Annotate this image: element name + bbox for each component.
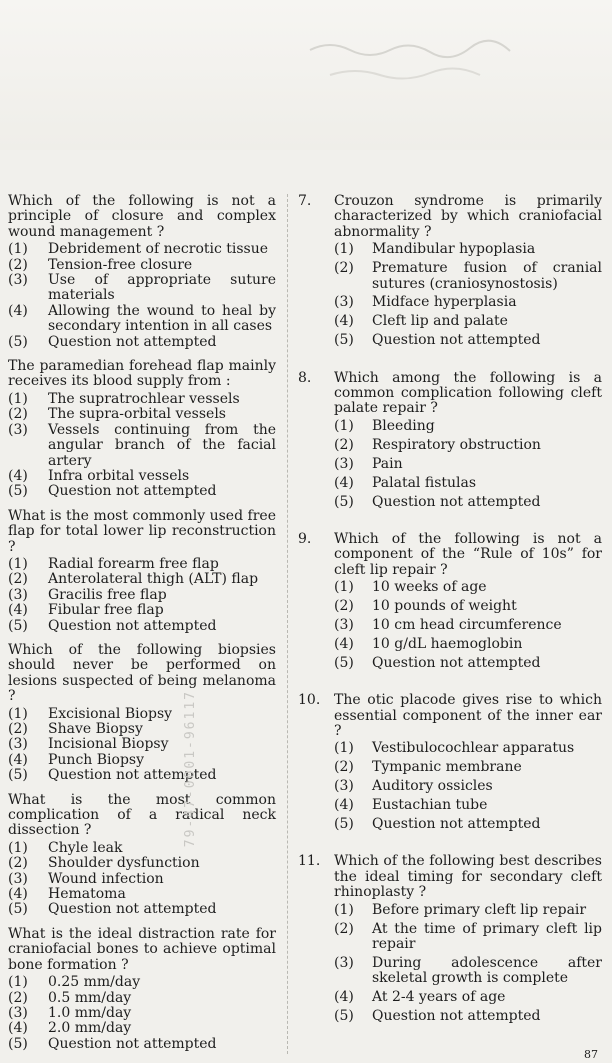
answer-option [334,903,602,918]
answer-option [8,841,276,856]
option-number: (1) [8,555,28,572]
answer-option [8,335,276,350]
question-text: Crouzon syndrome is primarily characterized by which craniofacial abnormality ? [334,193,602,240]
question [298,371,602,510]
option-text: Pain [372,455,403,472]
answer-option [334,242,602,257]
question-stem [8,194,276,240]
option-number: (4) [8,1020,28,1037]
option-number: (1) [334,901,354,918]
answer-option [8,722,276,737]
question [298,693,602,832]
option-number: (5) [334,1008,354,1025]
option-text: Eustachian tube [372,797,488,814]
option-list [298,580,602,671]
option-text: 10 pounds of weight [372,598,517,615]
question-stem [298,854,602,900]
option-number: (3) [8,736,28,753]
option-text: Infra orbital vessels [48,467,190,484]
question-text: Which among the following is a common complication following cleft palate repair ? [334,369,602,417]
option-text: Tympanic membrane [372,759,522,776]
option-text: 0.5 mm/day [48,989,132,1006]
option-number: (2) [8,256,28,273]
option-number: (5) [8,901,28,918]
answer-option [8,619,276,634]
option-number: (5) [8,333,28,350]
option-number: (2) [334,436,354,453]
answer-option [8,588,276,603]
question-stem [8,509,276,555]
option-number: (2) [8,855,28,872]
option-text: Anterolateral thigh (ALT) flap [48,571,259,588]
question [298,532,602,671]
option-text: 10 g/dL haemoglobin [372,635,523,652]
option-number: (1) [8,390,28,407]
answer-option [8,273,276,304]
question-text: Which of the following is not a component of the “Rule of 10s” for cleft lip repair ? [334,530,602,578]
option-text: At the time of primary cleft lip repair [372,920,602,952]
answer-option [8,304,276,335]
question-stem [8,643,276,705]
option-number: (3) [8,272,28,289]
option-list [298,242,602,348]
answer-option [8,407,276,422]
question-text: The paramedian forehead flap mainly receives its blood supply from : [8,358,276,390]
question [8,793,276,918]
question-stem [8,793,276,839]
option-text: Question not attempted [48,333,217,350]
option-text: Incisional Biopsy [48,736,169,753]
question [8,927,276,1052]
option-number: (5) [8,617,28,634]
answer-option [8,991,276,1006]
option-text: Question not attempted [48,767,217,784]
option-list [298,419,602,510]
option-list [8,975,276,1052]
option-text: Vessels continuing from the angular branch of the facial artery [48,421,276,469]
option-text: Question not attempted [48,617,217,634]
question [8,194,276,350]
answer-option [8,1037,276,1052]
answer-option [334,580,602,595]
option-number: (2) [334,920,354,937]
answer-option [8,603,276,618]
answer-option [334,760,602,775]
answer-option [334,618,602,633]
option-text: Before primary cleft lip repair [372,901,587,918]
answer-option [8,902,276,917]
question-stem [8,359,276,390]
option-number: (3) [334,778,354,795]
option-number: (3) [8,870,28,887]
option-text: Chyle leak [48,839,123,856]
question-text: What is the most common complication of a radical neck dissection ? [8,791,276,839]
answer-option [334,956,602,987]
answer-option [334,438,602,453]
answer-option [334,314,602,329]
question-stem [298,693,602,739]
question-number: 11. [298,853,321,870]
option-list [298,741,602,832]
answer-option [334,419,602,434]
question-number: 10. [298,692,321,709]
option-text: Question not attempted [48,1035,217,1052]
answer-option [8,707,276,722]
answer-option [8,242,276,257]
option-text: Auditory ossicles [372,778,493,795]
answer-option [334,779,602,794]
answer-option [8,484,276,499]
option-number: (4) [334,635,354,652]
option-text: At 2-4 years of age [372,989,506,1006]
option-text: Question not attempted [372,332,541,349]
option-number: (4) [334,474,354,491]
option-text: Question not attempted [372,654,541,671]
handwritten-scribble [300,30,580,90]
option-text: Punch Biopsy [48,751,145,768]
question-text: Which of the following is not a principle of closure and complex wound management ? [8,193,276,240]
option-text: Midface hyperplasia [372,294,517,311]
option-number: (5) [334,332,354,349]
question [298,194,602,349]
option-number: (4) [334,989,354,1006]
option-text: Cleft lip and palate [372,313,508,330]
answer-option [334,457,602,472]
answer-option [334,741,602,756]
answer-option [334,1009,602,1024]
option-text: 2.0 mm/day [48,1020,132,1037]
question-stem [298,194,602,240]
option-text: Allowing the wound to heal by secondary intention in all cases [48,302,276,335]
option-number: (1) [334,417,354,434]
page-number: 87 [584,1048,598,1061]
answer-option [8,392,276,407]
option-text: 0.25 mm/day [48,974,141,991]
question-text: Which of the following best describes the ideal timing for secondary cleft rhinoplasty ? [334,853,602,901]
answer-option [334,922,602,953]
answer-option [334,295,602,310]
question [8,643,276,784]
option-number: (3) [8,586,28,603]
option-text: Premature fusion of cranial sutures (craniosynostosis) [372,260,602,292]
right-column [298,194,602,1046]
option-list [298,903,602,1025]
answer-option [8,557,276,572]
option-text: Question not attempted [372,1008,541,1025]
answer-option [8,1006,276,1021]
option-number: (1) [8,705,28,722]
option-number: (4) [334,313,354,330]
option-number: (1) [334,740,354,757]
answer-option [8,753,276,768]
option-text: 10 weeks of age [372,579,487,596]
option-list [8,841,276,918]
option-number: (4) [8,602,28,619]
option-number: (5) [8,1035,28,1052]
option-text: Wound infection [48,870,164,887]
option-text: Radial forearm free flap [48,555,219,572]
answer-option [334,333,602,348]
answer-option [8,872,276,887]
option-number: (5) [334,816,354,832]
option-list [8,707,276,784]
option-text: Shave Biopsy [48,721,143,737]
answer-option [8,1021,276,1036]
option-text: Mandibular hypoplasia [372,241,536,258]
option-list [8,242,276,350]
option-number: (4) [8,302,28,319]
answer-option [8,258,276,273]
option-text: Gracilis free flap [48,586,167,603]
question-text: Which of the following biopsies should never be performed on lesions suspected of being melanoma ? [8,641,276,705]
option-number: (2) [8,406,28,423]
option-number: (4) [8,751,28,768]
option-number: (3) [334,616,354,633]
answer-option [8,737,276,752]
option-number: (2) [334,598,354,615]
answer-option [334,599,602,614]
answer-option [8,768,276,783]
option-text: The supratrochlear vessels [48,390,240,407]
option-number: (2) [334,260,354,277]
answer-option [334,817,602,832]
option-number: (1) [334,241,354,258]
option-text: Hematoma [48,886,126,903]
option-text: Shoulder dysfunction [48,855,200,872]
option-text: Question not attempted [372,493,541,510]
answer-option [334,637,602,652]
option-text: Question not attempted [372,816,541,832]
question [8,509,276,634]
question-text: The otic placode gives rise to which essential component of the inner ear ? [334,692,602,739]
option-text: Respiratory obstruction [372,436,541,453]
answer-option [8,572,276,587]
option-list [8,392,276,500]
option-number: (5) [334,493,354,510]
option-number: (4) [334,797,354,814]
question-number: 9. [298,530,312,547]
option-number: (5) [8,767,28,784]
option-number: (1) [8,839,28,856]
option-number: (3) [8,421,28,438]
option-number: (1) [8,241,28,258]
option-number: (3) [8,1004,28,1021]
answer-option [8,856,276,871]
question-text: What is the most commonly used free flap for total lower lip reconstruction ? [8,507,276,555]
question-stem [298,532,602,578]
option-text: 1.0 mm/day [48,1004,132,1021]
left-column [8,194,276,1061]
question-stem [8,927,276,973]
option-number: (4) [8,886,28,903]
answer-option [8,423,276,469]
question [298,854,602,1024]
option-number: (5) [334,654,354,671]
serial-watermark: 79-47-0001-96117 [183,690,198,848]
option-number: (1) [8,974,28,991]
option-number: (3) [334,954,354,971]
option-number: (2) [8,989,28,1006]
question-stem [298,371,602,417]
option-list [8,557,276,634]
option-text: Palatal fistulas [372,474,477,491]
question-number: 7. [298,193,312,209]
answer-option [334,990,602,1005]
option-text: Use of appropriate suture materials [48,272,276,304]
option-text: Fibular free flap [48,602,164,619]
answer-option [334,495,602,510]
option-text: Debridement of necrotic tissue [48,241,269,258]
option-text: Question not attempted [48,483,217,500]
option-number: (2) [334,759,354,776]
column-divider [287,194,288,1054]
question-number: 8. [298,369,312,386]
answer-option [8,975,276,990]
option-number: (2) [8,571,28,588]
answer-option [334,261,602,292]
option-number: (3) [334,455,354,472]
option-number: (5) [8,483,28,500]
option-text: 10 cm head circumference [372,616,562,633]
option-number: (1) [334,579,354,596]
answer-option [8,887,276,902]
question [8,359,276,500]
answer-option [8,469,276,484]
option-text: Excisional Biopsy [48,705,173,722]
option-number: (2) [8,721,28,737]
option-text: During adolescence after skeletal growth is complete [372,954,602,987]
option-number: (4) [8,467,28,484]
option-text: Question not attempted [48,901,217,918]
option-text: The supra-orbital vessels [48,406,226,423]
answer-option [334,798,602,813]
option-text: Bleeding [372,417,435,434]
option-text: Tension-free closure [48,256,193,273]
option-text: Vestibulocochlear apparatus [372,740,575,757]
option-number: (3) [334,294,354,311]
answer-option [334,476,602,491]
question-text: What is the ideal distraction rate for craniofacial bones to achieve optimal bone formation ? [8,925,276,973]
answer-option [334,656,602,671]
